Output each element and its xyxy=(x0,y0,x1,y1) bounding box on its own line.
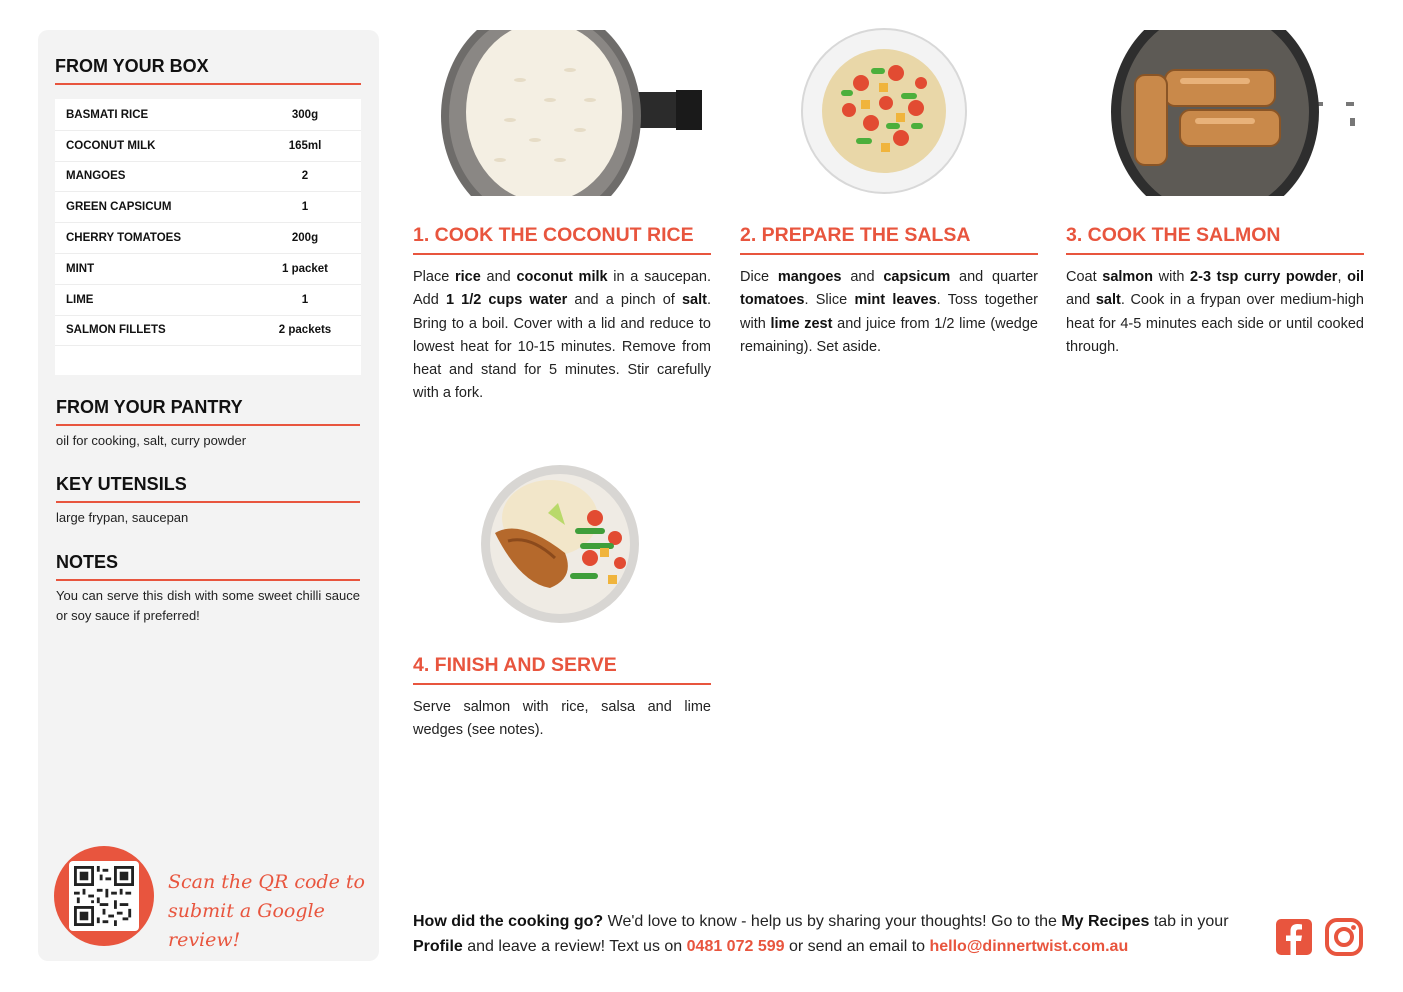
ingredient-name: GREEN CAPSICUM xyxy=(66,201,172,214)
photo-finished-dish xyxy=(480,463,640,625)
ingredient-qty: 165ml xyxy=(288,139,322,152)
ingredient-row xyxy=(55,223,361,254)
facebook-icon[interactable] xyxy=(1275,918,1313,956)
ingredient-row xyxy=(55,100,361,131)
review-call-to-action: How did the cooking go? We'd love to know - help us by sharing your thoughts! Go to the My Recipes tab in your Profile and leave a review! Text us on 0481 072 599 or send an email to hello@dinnertwist.com.au xyxy=(413,913,1229,955)
pantry-text: oil for cooking, salt, curry powder xyxy=(56,433,247,448)
ingredient-qty: 1 xyxy=(301,201,309,214)
photo-salmon-pan xyxy=(1110,30,1360,198)
qr-caption xyxy=(168,868,368,955)
ingredient-qty: 300g xyxy=(291,108,319,121)
step-1-body: Place rice and coconut milk in a saucepan. Add 1 1/2 cups water and a pinch of salt. Bring to a boil. Cover with a lid and reduce to lowest heat for 10-15 minutes. Remove from heat and stand for 5 minutes. Stir carefully with a fork. xyxy=(413,269,711,402)
utensils-title: KEY UTENSILS xyxy=(56,474,360,503)
step-2-title: 2. PREPARE THE SALSA xyxy=(740,224,1038,255)
ingredient-name: BASMATI RICE xyxy=(66,108,149,121)
step-4-body: Serve salmon with rice, salsa and lime wedges (see notes). xyxy=(413,699,711,739)
ingredient-row xyxy=(55,254,361,285)
ingredient-name: LIME xyxy=(66,293,94,306)
notes-text: You can serve this dish with some sweet chilli sauce or soy sauce if preferred! xyxy=(56,588,360,623)
qr-code-badge[interactable] xyxy=(54,846,154,946)
qr-caption-line-1: Scan the QR code to xyxy=(168,871,365,893)
notes-title: NOTES xyxy=(56,552,360,581)
qr-caption-line-2: submit a Google review! xyxy=(168,900,325,951)
ingredient-qty: 2 xyxy=(301,170,309,183)
ingredient-name: COCONUT MILK xyxy=(66,139,156,152)
instagram-icon[interactable] xyxy=(1325,918,1363,956)
ingredient-qty: 1 packet xyxy=(281,262,329,275)
contact-link[interactable]: 0481 072 599 xyxy=(686,938,785,955)
ingredient-row xyxy=(55,285,361,316)
ingredient-row xyxy=(55,316,361,347)
ingredient-qty: 2 packets xyxy=(278,324,332,337)
ingredient-row xyxy=(55,162,361,193)
step-4-title: 4. FINISH AND SERVE xyxy=(413,654,711,685)
pantry-title: FROM YOUR PANTRY xyxy=(56,397,360,426)
ingredients-panel xyxy=(38,30,379,961)
ingredients-table xyxy=(55,99,361,375)
ingredient-name: MANGOES xyxy=(66,170,126,183)
qr-code-icon xyxy=(74,866,134,926)
ingredient-qty: 200g xyxy=(291,232,319,245)
photo-salsa xyxy=(801,28,967,194)
contact-link[interactable]: hello@dinnertwist.com.au xyxy=(929,938,1129,955)
box-title: FROM YOUR BOX xyxy=(55,56,361,85)
utensils-text: large frypan, saucepan xyxy=(56,510,189,525)
step-3-title: 3. COOK THE SALMON xyxy=(1066,224,1364,255)
step-1-title: 1. COOK THE COCONUT RICE xyxy=(413,224,711,255)
step-3-body: Coat salmon with 2-3 tsp curry powder, oil and salt. Cook in a frypan over medium-high heat for 4-5 minutes each side or until cooked through. xyxy=(1066,269,1365,355)
ingredient-name: SALMON FILLETS xyxy=(66,324,166,337)
ingredient-qty: 1 xyxy=(301,293,309,306)
ingredient-row xyxy=(55,192,361,223)
step-2-body: Dice mangoes and capsicum and quarter tomatoes. Slice mint leaves. Toss together with lime zest and juice from 1/2 lime (wedge remaining). Set aside. xyxy=(740,269,1038,355)
photo-coconut-rice xyxy=(440,30,702,198)
ingredient-name: MINT xyxy=(66,262,95,275)
ingredient-row xyxy=(55,131,361,162)
ingredient-name: CHERRY TOMATOES xyxy=(66,232,182,245)
